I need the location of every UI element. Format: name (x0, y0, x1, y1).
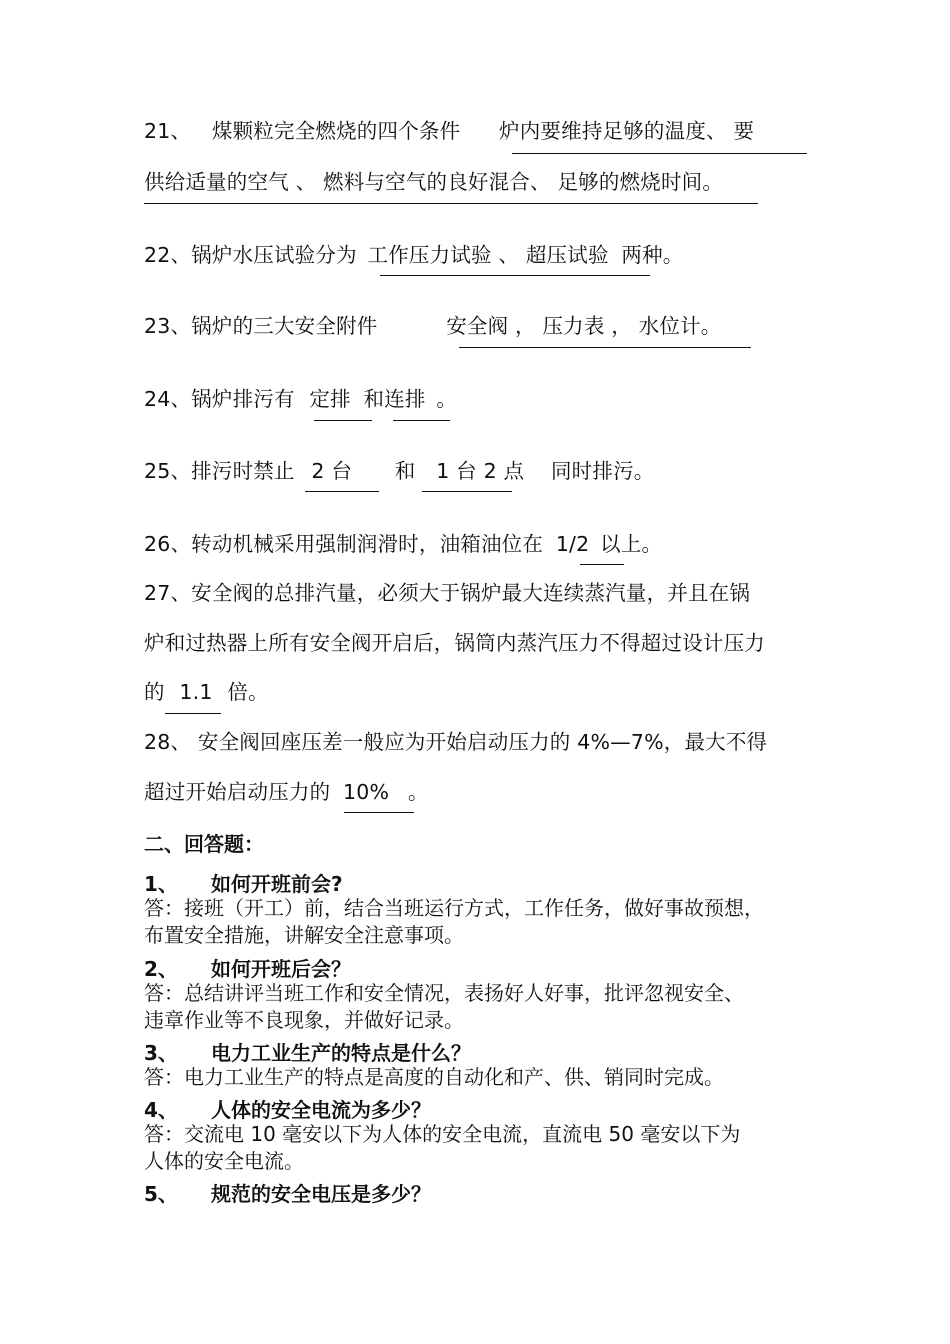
q28-underline (344, 812, 414, 813)
q22-answer: 工作压力试验 、 超压试验 (367, 243, 609, 267)
q25-suffix: 同时排污。 (550, 459, 655, 483)
qa5-number: 5、 (144, 1182, 178, 1206)
q21-answer-part2: 供给适量的空气 、 燃料与空气的良好混合、 足够的燃烧时间。 (144, 170, 724, 194)
q25-prefix: 25、排污时禁止 (144, 459, 295, 483)
q21-stem: 煤颗粒完全燃烧的四个条件 (211, 119, 461, 143)
q22-line (144, 240, 683, 270)
q21-answer-part1: 炉内要维持足够的温度、 要 (499, 119, 755, 143)
q27-underline (165, 713, 221, 714)
q27-line2: 炉和过热器上所有安全阀开启后，锅筒内蒸汽压力不得超过设计压力 (144, 631, 765, 655)
qa1-answer-line2: 布置安全措施，讲解安全注意事项。 (144, 923, 464, 947)
q26-suffix: 以上。 (600, 532, 663, 556)
q26-underline (580, 564, 624, 565)
q23-line (144, 311, 721, 341)
q27-line1: 27、安全阀的总排汽量，必须大于锅炉最大连续蒸汽量，并且在锅 (144, 581, 751, 605)
q25-underline1 (305, 491, 379, 492)
q26-answer: 1/2 (555, 532, 590, 556)
qa2-answer-line1: 答：总结讲评当班工作和安全情况，表扬好人好事，批评忽视安全、 (144, 981, 744, 1005)
q21-underline1 (512, 153, 807, 154)
q28-suffix: 。 (407, 780, 429, 804)
qa1-question: 如何开班前会? (211, 872, 343, 896)
q28-line2 (144, 777, 429, 807)
q25-answer2: 1 台 2 点 (436, 459, 525, 483)
q24-suffix: 。 (436, 387, 458, 411)
q25-answer1: 2 台 (311, 459, 353, 483)
qa1-number: 1、 (144, 872, 178, 896)
qa5-question: 规范的安全电压是多少？ (211, 1182, 431, 1206)
qa3-number: 3、 (144, 1041, 178, 1065)
q28-line1: 28、 安全阀回座压差一般应为开始启动压力的 4%—7%，最大不得 (144, 730, 768, 754)
q22-prefix: 22、锅炉水压试验分为 (144, 243, 357, 267)
q21-number: 21、 (144, 119, 192, 143)
q23-underline (459, 347, 751, 348)
qa1-answer-line1: 答：接班（开工）前，结合当班运行方式，工作任务，做好事故预想， (144, 896, 764, 920)
q27-suffix: 倍。 (227, 680, 269, 704)
q24-answer1: 定排 (309, 387, 351, 411)
qa4-answer-line2: 人体的安全电流。 (144, 1149, 304, 1173)
qa2-question: 如何开班后会？ (211, 957, 351, 981)
section-title: 二、回答题： (144, 832, 264, 856)
q27-answer: 1.1 (179, 680, 213, 704)
qa2-number: 2、 (144, 957, 178, 981)
q26-line (144, 529, 662, 559)
q28-answer: 10% (343, 780, 390, 804)
qa4-number: 4、 (144, 1098, 178, 1122)
qa4-answer-line1: 答：交流电 10 毫安以下为人体的安全电流，直流电 50 毫安以下为 (144, 1122, 741, 1146)
qa2-answer-line2: 违章作业等不良现象，并做好记录。 (144, 1008, 464, 1032)
q24-answer2: 和连排 (363, 387, 426, 411)
q23-prefix: 23、锅炉的三大安全附件 (144, 314, 378, 338)
qa4-question: 人体的安全电流为多少？ (211, 1098, 431, 1122)
q21-line1 (144, 116, 754, 146)
q21-line2 (144, 167, 723, 197)
qa3-answer-line1: 答：电力工业生产的特点是高度的自动化和产、供、销同时完成。 (144, 1065, 724, 1089)
q22-suffix: 两种。 (621, 243, 684, 267)
q22-underline (380, 275, 650, 276)
q24-prefix: 24、锅炉排污有 (144, 387, 295, 411)
q21-underline2 (144, 203, 758, 204)
q24-underline1 (314, 420, 372, 421)
q27-prefix: 的 (144, 680, 165, 704)
q25-mid: 和 (394, 459, 416, 483)
q26-prefix: 26、转动机械采用强制润滑时，油箱油位在 (144, 532, 544, 556)
q25-underline2 (422, 491, 512, 492)
q28-prefix: 超过开始启动压力的 (144, 780, 331, 804)
qa3-question: 电力工业生产的特点是什么？ (211, 1041, 471, 1065)
q23-answer: 安全阀 ， 压力表 ， 水位计。 (446, 314, 722, 338)
q25-line (144, 456, 654, 486)
q24-underline2 (393, 420, 450, 421)
q27-line3 (144, 677, 269, 707)
q24-line (144, 384, 457, 414)
